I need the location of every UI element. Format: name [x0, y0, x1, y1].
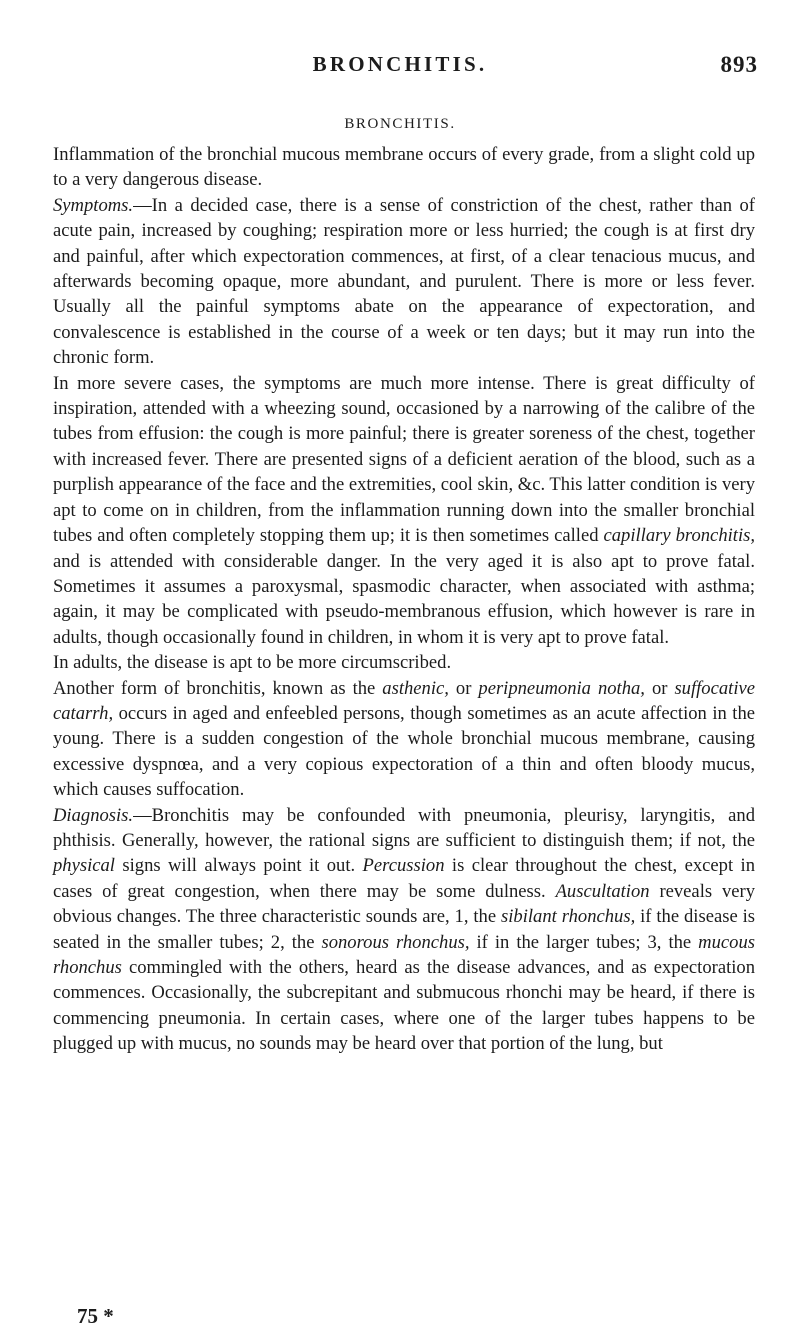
term-mucous-rhonchus: mucous rhonchus: [53, 931, 755, 978]
section-title: BRONCHITIS.: [344, 116, 456, 132]
symptoms-heading: Symptoms.: [53, 194, 134, 216]
running-head: [40, 52, 760, 82]
paragraph-intro: Inflammation of the bronchial mucous membrane occurs of every grade, from a slight cold up to a very dangerous disease.: [53, 144, 755, 191]
term-auscultation: Auscultation: [555, 880, 650, 902]
signature-mark: 75 *: [77, 1304, 114, 1328]
diagnosis-heading: Diagnosis.: [53, 804, 134, 826]
term-suffocative-catarrh: suffocative catarrh,: [53, 677, 755, 724]
paragraph-adults: In adults, the disease is apt to be more circumscribed.: [53, 652, 452, 674]
page-number: 893: [720, 52, 758, 77]
paragraph-symptoms: Symptoms.—In a decided case, there is a sense of constriction of the chest, rather than of acute pain, increased by coughing; respiration more or less hurried; the cough is at first dry and painful, after which expectoration commences, at first, of a clear tenacious mucus, and afterwards becoming opaque, more abundant, and purulent. There is more or less fever. Usually all the painful symptoms abate on the appearance of expectoration, and convalescence is established in the course of a week or ten days; but it may run into the chronic form.: [53, 194, 755, 369]
term-capillary-bronchitis: capillary bronchitis,: [603, 525, 755, 547]
running-head-title: BRONCHITIS.: [312, 52, 488, 76]
term-sibilant-rhonchus: sibilant rhonchus,: [501, 906, 636, 928]
article-body: [53, 142, 755, 1057]
term-peripneumonia-notha: peripneumonia notha,: [478, 677, 645, 699]
paragraph-diagnosis: Diagnosis.—Bronchitis may be confounded with pneumonia, pleurisy, laryngitis, and phthisis. Generally, however, the rational signs are sufficient to distinguish them; if not, the physical signs will always point it out. Percussion is clear throughout the chest, except in cases of great congestion, when there may be some dulness. Auscultation reveals very obvious changes. The three characteristic sounds are, 1, the sibilant rhonchus, if the disease is seated in the smaller tubes; 2, the sonorous rhonchus, if in the larger tubes; 3, the mucous rhonchus commingled with the others, heard as the disease advances, and as expectoration commences. Occasionally, the subcrepitant and submucous rhonchi may be heard, if there is commencing pneumonia. In certain cases, where one of the larger tubes happens to be plugged up with mucus, no sounds may be heard over that portion of the lung, but: [53, 804, 756, 1055]
paragraph-asthenic: Another form of bronchitis, known as the asthenic, or peripneumonia notha, or suffocative catarrh, occurs in aged and enfeebled persons, though sometimes as an acute affection in the young. There is a sudden congestion of the whole bronchial mucous membrane, causing excessive dyspnœa, and a very copious expectoration of a thin and often bloody mucus, which causes suffocation.: [53, 677, 755, 801]
paragraph-severe-cases: In more severe cases, the symptoms are much more intense. There is great difficulty of inspiration, attended with a wheezing sound, occasioned by a narrowing of the calibre of the tubes from effusion: the cough is more painful; there is greater soreness of the chest, together with increased fever. There are presented signs of a deficient aeration of the blood, such as a purplish appearance of the face and the extremities, cool skin, &c. This latter condition is very apt to come on in children, from the inflammation running down into the smaller bronchial tubes and often completely stopping them up; it is then sometimes called capillary bronchitis, and is attended with considerable danger. In the very aged it is also apt to prove fatal. Sometimes it assumes a paroxysmal, spasmodic character, when associated with asthma; again, it may be complicated with pseudo-membranous effusion, which however is rare in adults, though occasionally found in children, in whom it is very apt to prove fatal.: [53, 372, 755, 648]
term-percussion: Percussion: [362, 855, 445, 877]
term-physical: physical: [53, 855, 115, 877]
term-asthenic: asthenic,: [382, 677, 449, 699]
term-sonorous-rhonchus: sonorous rhonchus,: [321, 931, 470, 953]
